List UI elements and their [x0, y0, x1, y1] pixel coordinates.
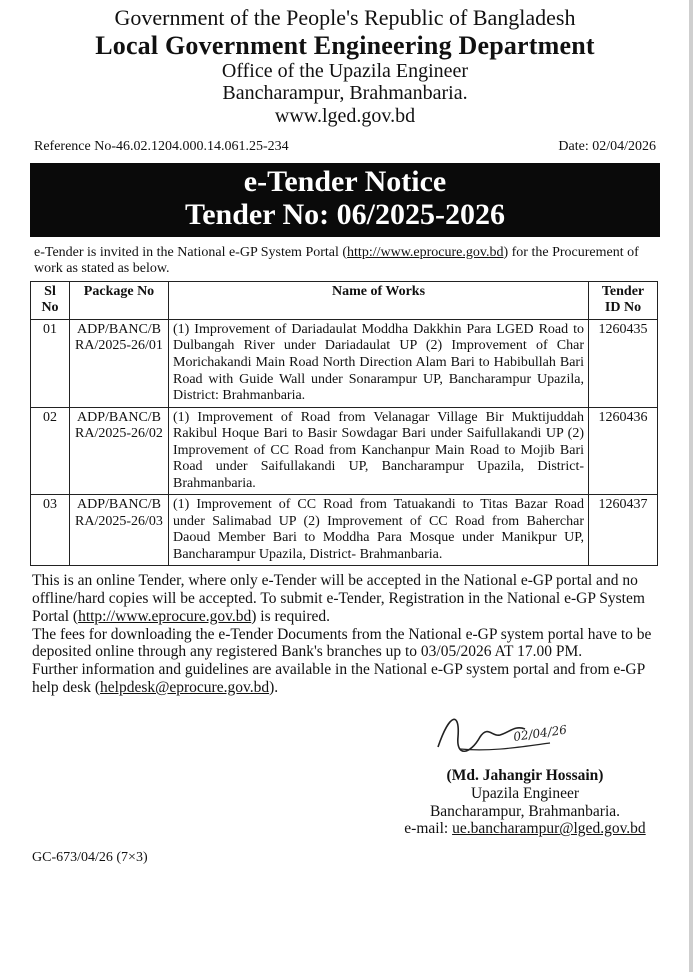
helpdesk-email-link[interactable]: helpdesk@eprocure.gov.bd [100, 679, 270, 697]
gc-code: GC-673/04/26 (7×3) [32, 849, 148, 865]
signature-area [30, 697, 660, 902]
col-package-no: Package No [70, 281, 169, 319]
table-header-row [31, 281, 658, 319]
email-label: e-mail: [404, 820, 453, 838]
p1-text-end: ) is required. [251, 607, 331, 625]
signature-date: 02/04/26 [512, 722, 568, 744]
p1-text: This is an online Tender, where only e-Tender will be accepted in the National e-GP portal and no offline/hard copies will be accepted. To submit e-Tender, Registration in the National e-GP System Portal ( [32, 572, 645, 625]
p3-text: Further information and guidelines are available in the National e-GP system portal and from e-GP help desk ( [32, 661, 645, 697]
row-package: ADP/BANC/BRA/2025-26/01 [70, 319, 169, 407]
government-title: Government of the People's Republic of Bangladesh [114, 5, 576, 30]
notice-date: Date: 02/04/2026 [558, 138, 656, 154]
row-works: (1) Improvement of Dariadaulat Moddha Dakkhin Para LGED Road to Dulbangah River under Dariadaulat UP (2) Improvement of Char Morichakandi Main Road North Direction Alam Bari to Habibullah Bari Road with Guide Wall under Sonarampur UP, Bancharampur Upazila, District: Brahmanbaria. [169, 319, 589, 407]
col-sl-no: Sl No [31, 281, 70, 319]
notice-title: e-Tender Notice [243, 164, 447, 198]
col-name-of-works: Name of Works [169, 281, 589, 319]
website-link[interactable]: www.lged.gov.bd [274, 104, 416, 127]
eprocure-link-2[interactable]: http://www.eprocure.gov.bd [78, 607, 252, 625]
letterhead [30, 6, 660, 127]
office-title: Office of the Upazila Engineer [221, 59, 469, 82]
row-package: ADP/BANC/BRA/2025-26/02 [70, 407, 169, 495]
row-works: (1) Improvement of Road from Velanagar Village Bir Muktijuddah Rakibul Hoque Bari to Basir Sowdagar Bari under Saifullakandi UP (2) Improvement of CC Road from Kanchanpur Main Road to Mojib Bari Road under Saifullakandi UP, Bancharampur Upazila, District-Brahmanbaria. [169, 407, 589, 495]
department-title: Local Government Engineering Department [95, 30, 595, 60]
page-edge [689, 0, 693, 972]
intro-text-end: ) for the Procurement of work as stated as below. [34, 244, 639, 277]
helpdesk-paragraph [32, 661, 658, 697]
row-tender-id: 1260437 [589, 495, 658, 566]
row-sl: 01 [31, 319, 70, 407]
signatory-email-line [390, 820, 660, 838]
office-location: Bancharampur, Brahmanbaria. [222, 82, 468, 105]
table-row [31, 319, 658, 407]
row-package: ADP/BANC/BRA/2025-26/03 [70, 495, 169, 566]
intro-text: e-Tender is invited in the National e-GP System Portal ( [34, 244, 348, 260]
reference-number: Reference No-46.02.1204.000.14.061.25-234 [34, 138, 289, 154]
signature-mark [430, 707, 580, 762]
p3-text-end: ). [269, 679, 279, 697]
fees-paragraph: The fees for downloading the e-Tender Documents from the National e-GP system portal have to be deposited online through any registered Bank's branches up to 03/05/2026 AT 17.00 PM. [32, 625, 652, 661]
tender-number: Tender No: 06/2025-2026 [184, 197, 505, 231]
table-row [31, 495, 658, 566]
row-sl: 03 [31, 495, 70, 566]
row-works: (1) Improvement of CC Road from Tatuakandi to Titas Bazar Road under Salimabad UP (2) Improvement of CC Road from Baherchar Daoud Member Bari to Moddha Para Mosque under Manikpur UP, Bancharampur Upazila, District- Brahmanbaria. [169, 495, 589, 566]
online-tender-paragraph [32, 572, 658, 625]
signatory-name: (Md. Jahangir Hossain) [446, 766, 604, 784]
signatory-place: Bancharampur, Brahmanbaria. [429, 802, 621, 820]
row-tender-id: 1260436 [589, 407, 658, 495]
tender-table [30, 281, 658, 566]
signatory-email[interactable]: ue.bancharampur@lged.gov.bd [452, 820, 646, 838]
row-sl: 02 [31, 407, 70, 495]
intro-paragraph [30, 245, 660, 278]
eprocure-link[interactable]: http://www.eprocure.gov.bd [347, 244, 504, 260]
signatory-block [390, 767, 660, 838]
table-row [31, 407, 658, 495]
notice-banner [30, 163, 660, 237]
row-tender-id: 1260435 [589, 319, 658, 407]
reference-line [30, 139, 660, 155]
tender-notice-page [30, 6, 660, 902]
signatory-designation: Upazila Engineer [470, 784, 579, 802]
terms-section [30, 572, 660, 697]
col-tender-id: Tender ID No [589, 281, 658, 319]
